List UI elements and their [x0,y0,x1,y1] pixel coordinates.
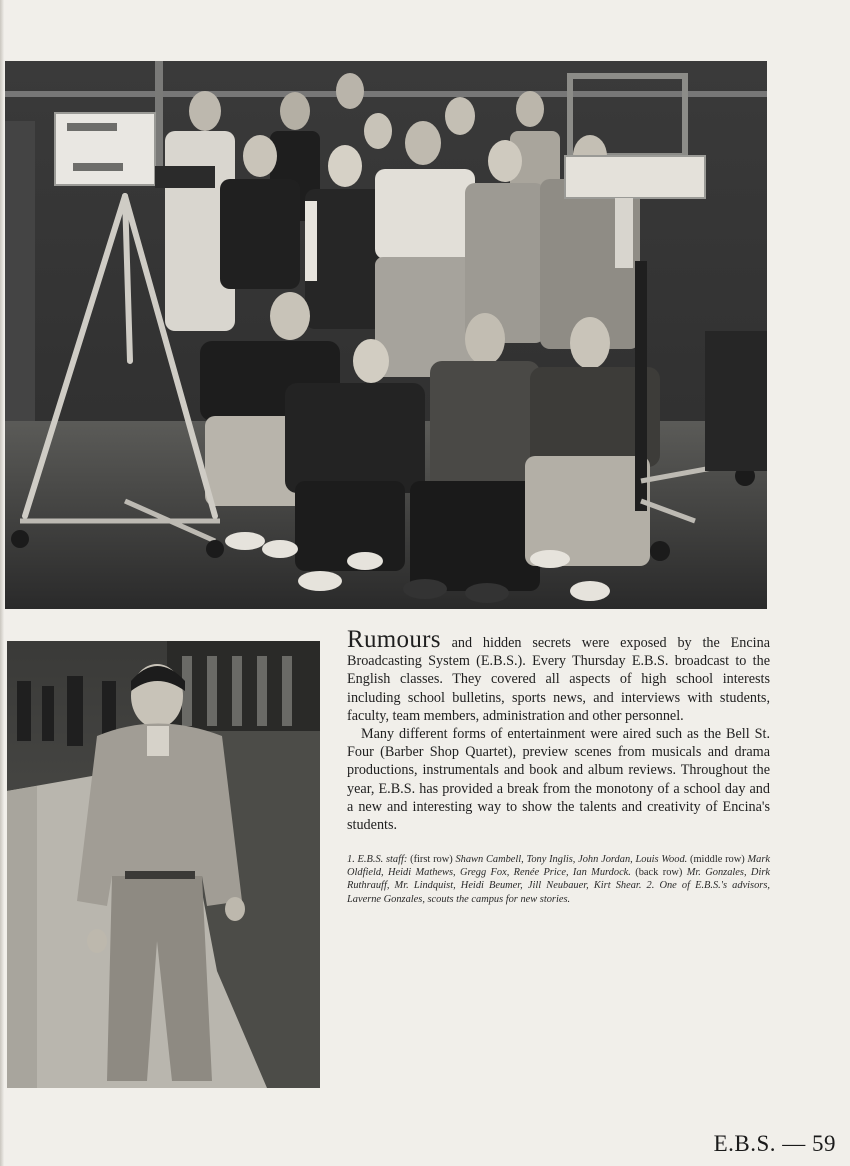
caption-row-label-middle: (middle row) [687,854,748,865]
page-edge [0,0,4,1166]
caption-middle-row-names: Mark Oldfield, Heidi Mathews, Gregg Fox, Renée Price, Ian Murdock. [347,854,770,879]
advisor-photo [7,641,320,1088]
article-paragraph-2: Many different forms of entertainment were aired such as the Bell St. Four (Barber Shop Quartet), preview scenes from musicals and drama productions, instrumentals and book and album reviews. Throughout the year, E.B.S. has provided a break from the monotony of a school day and a new and interesting way to show the talents and creativity of Encina's students. [347,726,770,834]
article-lead-word: Rumours [347,626,441,653]
article-paragraph-1 [347,626,770,725]
article-paragraph-1-text: and hidden secrets were exposed by the Encina Broadcasting System (E.B.S.). Every Thursday E.B.S. broadcast to the English classes. They covered all aspects of high school interests including school bulletins, sports news, and interviews with students, faculty, team members, administration and other personnel. [347,635,770,724]
caption-back-row-and-advisor: Mr. Gonzales, Dirk Ruthrauff, Mr. Lindquist, Heidi Beumer, Jill Neubauer, Kirt Shear. 2. One of E.B.S.'s advisors, Laverne Gonzales, scouts the campus for new stories. [347,867,770,905]
caption-label: 1. E.B.S. staff: [347,854,408,865]
article-body [347,626,770,834]
advisor-photo-illustration [7,641,320,1088]
staff-group-photo-illustration [5,61,767,609]
photo-caption [347,853,770,906]
caption-row-label-back: (back row) [630,867,687,879]
staff-group-photo [5,61,767,609]
page-folio: E.B.S. — 59 [713,1131,836,1156]
caption-row-label-first: (first row) [407,854,456,865]
caption-first-row-names: Shawn Cambell, Tony Inglis, John Jordan, Louis Wood. [455,854,688,865]
